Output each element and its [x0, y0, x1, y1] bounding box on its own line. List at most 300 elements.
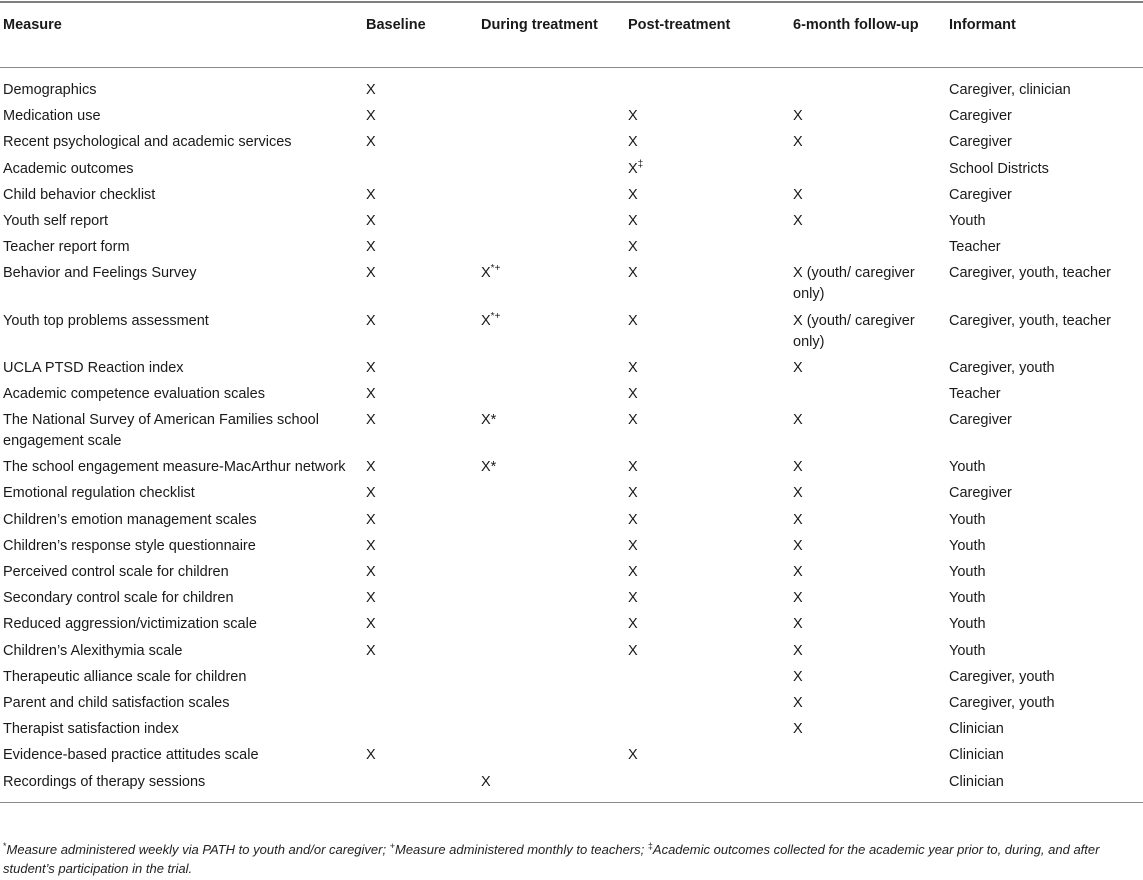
table-row [0, 716, 1143, 742]
cell-followup [787, 637, 943, 663]
cell-baseline [360, 559, 475, 585]
cell-followup [787, 507, 943, 533]
cell-baseline-text: X [366, 747, 376, 764]
cell-followup-text: X [793, 668, 803, 685]
cell-post-treatment-footnote-mark: ‡ [637, 158, 644, 170]
header-row [0, 2, 1143, 68]
cell-post-treatment-text: X [628, 108, 638, 125]
cell-baseline [360, 234, 475, 260]
cell-post-treatment [622, 768, 787, 802]
cell-post-treatment [622, 454, 787, 480]
cell-during-treatment [475, 585, 622, 611]
cell-during-treatment [475, 690, 622, 716]
cell-followup-text: X [793, 212, 803, 229]
cell-during-treatment [475, 768, 622, 802]
cell-informant [943, 68, 1143, 104]
cell-during-treatment [475, 68, 622, 104]
cell-informant-text: Caregiver [949, 485, 1012, 502]
table-row [0, 68, 1143, 104]
cell-measure-text: Therapist satisfaction index [3, 721, 179, 738]
cell-followup-text: X [793, 485, 803, 502]
cell-followup [787, 454, 943, 480]
cell-informant [943, 585, 1143, 611]
cell-informant [943, 664, 1143, 690]
cell-during-treatment [475, 742, 622, 768]
table-row [0, 690, 1143, 716]
cell-during-treatment [475, 129, 622, 155]
cell-baseline [360, 480, 475, 506]
cell-baseline [360, 768, 475, 802]
cell-during-treatment [475, 307, 622, 354]
cell-informant [943, 716, 1143, 742]
cell-post-treatment [622, 155, 787, 181]
table-row [0, 533, 1143, 559]
cell-baseline [360, 664, 475, 690]
cell-baseline [360, 533, 475, 559]
cell-baseline [360, 585, 475, 611]
cell-informant-text: Caregiver, youth, teacher [949, 265, 1112, 282]
table-row [0, 208, 1143, 234]
table-row [0, 559, 1143, 585]
footnote-weekly: Measure administered weekly via PATH to youth and/or caregiver; [6, 842, 390, 857]
cell-baseline-text: X [366, 239, 376, 256]
cell-baseline [360, 690, 475, 716]
cell-post-treatment [622, 260, 787, 307]
cell-post-treatment [622, 611, 787, 637]
cell-informant-text: Youth [949, 590, 986, 607]
cell-informant-text: Youth [949, 537, 986, 554]
cell-measure-text: Evidence-based practice attitudes scale [3, 747, 259, 764]
cell-measure [0, 208, 360, 234]
table-row [0, 260, 1143, 307]
cell-during-treatment [475, 454, 622, 480]
cell-measure [0, 155, 360, 181]
cell-baseline-text: X [366, 108, 376, 125]
cell-followup [787, 559, 943, 585]
table-row [0, 234, 1143, 260]
table-row [0, 611, 1143, 637]
cell-followup [787, 533, 943, 559]
table-row [0, 307, 1143, 354]
footnote-mark-weekly: * [3, 841, 7, 851]
cell-post-treatment [622, 716, 787, 742]
cell-measure [0, 716, 360, 742]
cell-post-treatment [622, 742, 787, 768]
cell-baseline-text: X [366, 385, 376, 402]
table-row [0, 407, 1143, 454]
cell-followup [787, 129, 943, 155]
cell-followup-text: X (youth/ caregiver only) [793, 312, 915, 350]
cell-measure-text: Children’s response style questionnaire [3, 537, 256, 554]
cell-measure [0, 664, 360, 690]
cell-followup [787, 407, 943, 454]
table-row [0, 637, 1143, 663]
cell-baseline [360, 716, 475, 742]
cell-measure-text: UCLA PTSD Reaction index [3, 359, 184, 376]
cell-followup-text: X [793, 616, 803, 633]
cell-during-treatment [475, 716, 622, 742]
cell-followup-text: X [793, 694, 803, 711]
cell-informant-text: Youth [949, 642, 986, 659]
cell-measure-text: Reduced aggression/victimization scale [3, 616, 257, 633]
cell-during-treatment [475, 208, 622, 234]
cell-baseline [360, 129, 475, 155]
cell-measure [0, 260, 360, 307]
cell-followup [787, 664, 943, 690]
cell-baseline-text: X [366, 82, 376, 98]
cell-measure [0, 381, 360, 407]
cell-followup [787, 182, 943, 208]
cell-baseline [360, 307, 475, 354]
cell-followup [787, 68, 943, 104]
header-informant: Informant [943, 2, 1143, 68]
cell-informant [943, 637, 1143, 663]
cell-informant [943, 307, 1143, 354]
table-header [0, 2, 1143, 68]
cell-measure-text: Youth top problems assessment [3, 312, 209, 329]
cell-during-treatment-footnote-mark: *+ [490, 310, 501, 322]
cell-followup [787, 355, 943, 381]
table-row [0, 381, 1143, 407]
cell-post-treatment-text: X [628, 359, 638, 376]
cell-post-treatment-text: X [628, 537, 638, 554]
cell-measure [0, 129, 360, 155]
cell-post-treatment [622, 129, 787, 155]
cell-measure [0, 103, 360, 129]
cell-post-treatment [622, 637, 787, 663]
cell-during-treatment [475, 260, 622, 307]
table-footnote [3, 841, 1141, 878]
cell-followup [787, 480, 943, 506]
cell-followup-text: X [793, 186, 803, 203]
cell-informant-text: Caregiver, youth, teacher [949, 312, 1112, 329]
cell-informant [943, 454, 1143, 480]
cell-followup-text: X (youth/ caregiver only) [793, 265, 915, 303]
cell-informant-text: Caregiver, youth [949, 694, 1055, 711]
cell-measure [0, 407, 360, 454]
cell-measure [0, 307, 360, 354]
cell-post-treatment [622, 480, 787, 506]
cell-post-treatment-text: X [628, 385, 638, 402]
cell-post-treatment-text: X [628, 160, 638, 177]
cell-post-treatment [622, 664, 787, 690]
cell-measure [0, 182, 360, 208]
cell-baseline [360, 454, 475, 480]
cell-followup-text: X [793, 721, 803, 738]
cell-informant-text: Youth [949, 459, 986, 476]
cell-followup [787, 155, 943, 181]
cell-during-treatment [475, 381, 622, 407]
cell-informant-text: School Districts [949, 160, 1049, 177]
cell-during-treatment [475, 507, 622, 533]
cell-baseline [360, 155, 475, 181]
cell-informant [943, 182, 1143, 208]
cell-followup-text: X [793, 590, 803, 607]
cell-followup-text: X [793, 564, 803, 580]
cell-post-treatment-text: X [628, 747, 638, 764]
cell-informant [943, 690, 1143, 716]
cell-during-treatment-footnote-mark: *+ [490, 263, 501, 275]
cell-informant-text: Youth [949, 564, 986, 580]
cell-followup [787, 690, 943, 716]
cell-during-treatment-text: X [481, 312, 491, 329]
cell-followup [787, 307, 943, 354]
footnote-mark-monthly: + [389, 841, 395, 851]
cell-measure [0, 454, 360, 480]
header-measure: Measure [0, 2, 360, 68]
cell-informant [943, 768, 1143, 802]
cell-followup [787, 208, 943, 234]
cell-informant-text: Youth [949, 616, 986, 633]
footnote-monthly: Measure administered monthly to teachers; [394, 842, 648, 857]
cell-baseline [360, 637, 475, 663]
cell-during-treatment-text: X [481, 265, 491, 282]
cell-informant [943, 407, 1143, 454]
cell-post-treatment-text: X [628, 312, 638, 329]
table-row [0, 507, 1143, 533]
cell-measure-text: Academic competence evaluation scales [3, 385, 265, 402]
table-row [0, 585, 1143, 611]
cell-measure [0, 559, 360, 585]
cell-followup-text: X [793, 359, 803, 376]
cell-during-treatment-text: X [481, 773, 491, 790]
cell-post-treatment [622, 407, 787, 454]
measures-table [0, 1, 1143, 803]
cell-post-treatment-text: X [628, 616, 638, 633]
cell-measure-text: The school engagement measure-MacArthur network [3, 459, 346, 476]
cell-measure-text: Youth self report [3, 212, 109, 229]
table-row [0, 664, 1143, 690]
cell-informant [943, 260, 1143, 307]
cell-followup [787, 585, 943, 611]
cell-baseline-text: X [366, 537, 376, 554]
cell-followup [787, 103, 943, 129]
cell-during-treatment [475, 355, 622, 381]
cell-measure [0, 234, 360, 260]
cell-informant-text: Caregiver [949, 134, 1012, 151]
table-row [0, 103, 1143, 129]
cell-post-treatment-text: X [628, 212, 638, 229]
table-row [0, 454, 1143, 480]
footnote-academic: Academic outcomes collected for the academic year prior to, during, and after student’s participation in the trial. [3, 842, 1100, 876]
header-followup: 6-month follow-up [787, 2, 943, 68]
cell-post-treatment [622, 533, 787, 559]
cell-followup [787, 716, 943, 742]
cell-informant-text: Clinician [949, 747, 1004, 764]
header-post-treatment: Post-treatment [622, 2, 787, 68]
cell-baseline [360, 355, 475, 381]
cell-during-treatment [475, 103, 622, 129]
cell-post-treatment-text: X [628, 134, 638, 151]
cell-post-treatment-text: X [628, 186, 638, 203]
cell-followup [787, 381, 943, 407]
cell-baseline [360, 208, 475, 234]
cell-baseline-text: X [366, 412, 376, 429]
cell-post-treatment-text: X [628, 642, 638, 659]
cell-measure-text: Secondary control scale for children [3, 590, 234, 607]
cell-informant-text: Teacher [949, 385, 1001, 402]
cell-informant [943, 208, 1143, 234]
cell-followup [787, 768, 943, 802]
cell-followup-text: X [793, 511, 803, 528]
cell-baseline-text: X [366, 590, 376, 607]
cell-followup [787, 611, 943, 637]
cell-baseline-text: X [366, 485, 376, 502]
cell-post-treatment [622, 103, 787, 129]
table-row [0, 155, 1143, 181]
cell-informant-text: Clinician [949, 721, 1004, 738]
table-row [0, 182, 1143, 208]
cell-followup-text: X [793, 134, 803, 151]
cell-measure-text: Recordings of therapy sessions [3, 773, 206, 790]
cell-followup-text: X [793, 537, 803, 554]
cell-during-treatment [475, 611, 622, 637]
cell-post-treatment-text: X [628, 239, 638, 256]
cell-informant-text: Youth [949, 212, 986, 229]
cell-during-treatment [475, 234, 622, 260]
cell-measure-text: Academic outcomes [3, 160, 134, 177]
header-baseline: Baseline [360, 2, 475, 68]
cell-informant [943, 155, 1143, 181]
cell-during-treatment-text: X* [481, 412, 497, 429]
cell-informant [943, 103, 1143, 129]
cell-measure [0, 690, 360, 716]
cell-informant-text: Clinician [949, 773, 1004, 790]
cell-measure [0, 507, 360, 533]
cell-baseline [360, 103, 475, 129]
cell-measure-text: The National Survey of American Families school engagement scale [3, 412, 319, 450]
cell-during-treatment [475, 407, 622, 454]
cell-measure [0, 355, 360, 381]
cell-measure [0, 611, 360, 637]
cell-post-treatment [622, 68, 787, 104]
cell-measure [0, 68, 360, 104]
cell-followup-text: X [793, 642, 803, 659]
cell-measure-text: Parent and child satisfaction scales [3, 694, 230, 711]
cell-post-treatment [622, 307, 787, 354]
cell-post-treatment [622, 234, 787, 260]
cell-post-treatment [622, 507, 787, 533]
cell-baseline [360, 507, 475, 533]
cell-during-treatment [475, 664, 622, 690]
cell-baseline [360, 260, 475, 307]
table-row [0, 768, 1143, 802]
cell-baseline-text: X [366, 511, 376, 528]
cell-post-treatment [622, 559, 787, 585]
cell-followup [787, 234, 943, 260]
footnote-mark-academic: ‡ [647, 841, 653, 851]
cell-measure-text: Demographics [3, 82, 97, 98]
cell-baseline-text: X [366, 459, 376, 476]
cell-baseline [360, 381, 475, 407]
cell-during-treatment-text: X* [481, 459, 497, 476]
cell-baseline [360, 182, 475, 208]
cell-informant-text: Caregiver [949, 108, 1012, 125]
cell-followup-text: X [793, 108, 803, 125]
cell-baseline [360, 611, 475, 637]
cell-informant-text: Teacher [949, 239, 1001, 256]
cell-informant-text: Caregiver, youth [949, 359, 1055, 376]
cell-measure-text: Emotional regulation checklist [3, 485, 195, 502]
cell-post-treatment-text: X [628, 564, 638, 580]
table-body [0, 68, 1143, 803]
cell-measure [0, 480, 360, 506]
cell-informant [943, 533, 1143, 559]
cell-post-treatment [622, 381, 787, 407]
table-row [0, 742, 1143, 768]
cell-measure [0, 768, 360, 802]
cell-informant [943, 742, 1143, 768]
cell-baseline [360, 407, 475, 454]
cell-measure-text: Therapeutic alliance scale for children [3, 668, 247, 685]
table-row [0, 129, 1143, 155]
cell-followup-text: X [793, 459, 803, 476]
cell-during-treatment [475, 637, 622, 663]
cell-measure [0, 533, 360, 559]
cell-post-treatment-text: X [628, 265, 638, 282]
cell-measure-text: Behavior and Feelings Survey [3, 265, 197, 282]
cell-post-treatment-text: X [628, 412, 638, 429]
cell-measure [0, 585, 360, 611]
cell-baseline-text: X [366, 265, 376, 282]
cell-baseline-text: X [366, 312, 376, 329]
cell-baseline-text: X [366, 186, 376, 203]
header-during-treatment: During treatment [475, 2, 622, 68]
cell-followup-text: X [793, 412, 803, 429]
cell-during-treatment [475, 480, 622, 506]
cell-post-treatment-text: X [628, 459, 638, 476]
cell-informant [943, 129, 1143, 155]
cell-informant [943, 234, 1143, 260]
cell-post-treatment [622, 690, 787, 716]
cell-baseline-text: X [366, 359, 376, 376]
cell-baseline [360, 742, 475, 768]
cell-measure-text: Child behavior checklist [3, 186, 156, 203]
cell-post-treatment [622, 182, 787, 208]
cell-during-treatment [475, 533, 622, 559]
cell-measure-text: Recent psychological and academic services [3, 134, 292, 151]
cell-informant [943, 507, 1143, 533]
cell-during-treatment [475, 182, 622, 208]
cell-informant-text: Caregiver, clinician [949, 82, 1071, 98]
cell-post-treatment-text: X [628, 485, 638, 502]
cell-informant-text: Caregiver [949, 186, 1012, 203]
table-row [0, 480, 1143, 506]
cell-post-treatment [622, 208, 787, 234]
cell-informant [943, 480, 1143, 506]
cell-baseline-text: X [366, 212, 376, 229]
cell-measure [0, 742, 360, 768]
cell-measure-text: Medication use [3, 108, 101, 125]
cell-post-treatment-text: X [628, 511, 638, 528]
cell-measure-text: Children’s emotion management scales [3, 511, 257, 528]
cell-informant [943, 611, 1143, 637]
cell-measure-text: Teacher report form [3, 239, 130, 256]
cell-post-treatment [622, 585, 787, 611]
cell-informant [943, 381, 1143, 407]
cell-informant-text: Caregiver, youth [949, 668, 1055, 685]
cell-informant [943, 559, 1143, 585]
cell-baseline [360, 68, 475, 104]
cell-baseline-text: X [366, 616, 376, 633]
cell-informant [943, 355, 1143, 381]
cell-followup [787, 742, 943, 768]
cell-informant-text: Caregiver [949, 412, 1012, 429]
cell-followup [787, 260, 943, 307]
cell-baseline-text: X [366, 134, 376, 151]
table-row [0, 355, 1143, 381]
cell-baseline-text: X [366, 642, 376, 659]
